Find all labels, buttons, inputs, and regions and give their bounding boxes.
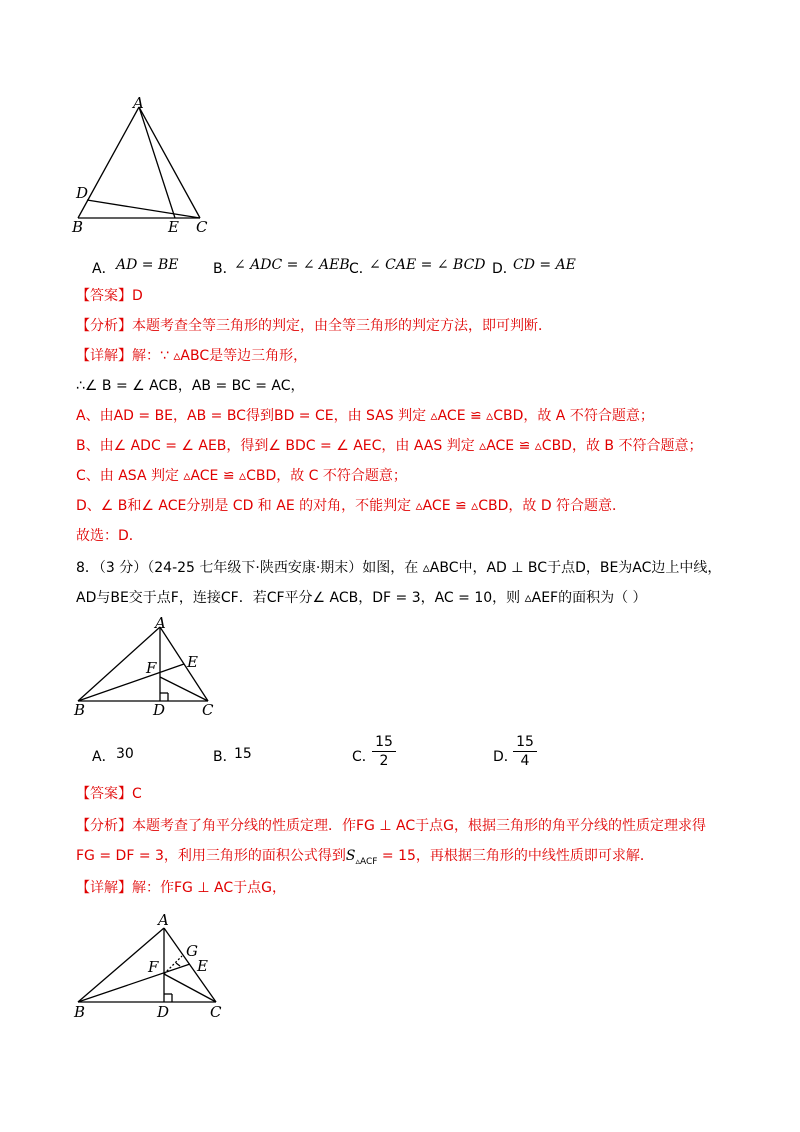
q8-detail-intro: 【详解】解：作FG ⊥ AC于点G， bbox=[76, 880, 286, 896]
q7-answer: 【答案】D bbox=[76, 288, 143, 304]
q8-analysis-line-1: 【分析】本题考查了角平分线的性质定理．作FG ⊥ AC于点G，根据三角形的角平分线的性质定理求得 bbox=[76, 818, 706, 834]
q7-option-a-tag: A． bbox=[92, 261, 116, 277]
fig1-label-c: C bbox=[196, 218, 208, 236]
fig2-label-c: C bbox=[202, 701, 214, 719]
q7-option-b: ∠ ADC = ∠ AEB bbox=[234, 257, 350, 273]
q8-option-d-denominator: 4 bbox=[520, 753, 530, 769]
q8-option-a: 30 bbox=[116, 746, 134, 762]
fig1-label-b: B bbox=[72, 218, 84, 236]
fig2-label-d: D bbox=[153, 701, 166, 719]
q8-option-a-tag: A． bbox=[92, 749, 116, 765]
q7-detail-line-c: C、由 ASA 判定 ▵ACE ≌ ▵CBD，故 C 不符合题意； bbox=[76, 468, 407, 484]
fig3-label-b: B bbox=[74, 1003, 86, 1021]
q7-option-c-tag: C． bbox=[349, 261, 373, 277]
fig3-label-a: A bbox=[158, 911, 169, 929]
q8-analysis-text-b: = 15，再根据三角形的中线性质即可求解． bbox=[377, 848, 654, 864]
q7-option-c: ∠ CAE = ∠ BCD bbox=[369, 257, 486, 273]
fig3-label-g: G bbox=[186, 942, 198, 960]
q7-option-b-tag: B． bbox=[213, 261, 237, 277]
fig2-label-a: A bbox=[155, 614, 166, 632]
fig1-label-d: D bbox=[76, 184, 89, 202]
q7-analysis: 【分析】本题考查全等三角形的判定，由全等三角形的判定方法，即可判断． bbox=[76, 318, 552, 334]
fig2-label-f: F bbox=[146, 659, 157, 677]
q8-area-symbol: S bbox=[345, 848, 356, 864]
q8-stem-line-1: 8．（3 分）（24-25 七年级下·陕西安康·期末）如图，在 ▵ABC中，AD ⊥ BC于点D，BE为AC边上中线， bbox=[76, 560, 722, 576]
fig1-label-e: E bbox=[168, 218, 179, 236]
q7-option-d: CD = AE bbox=[513, 257, 576, 273]
fig3-label-c: C bbox=[210, 1003, 222, 1021]
q8-analysis-line-2 bbox=[76, 846, 654, 872]
q8-option-d-tag: D． bbox=[493, 749, 518, 765]
q8-option-c-numerator: 15 bbox=[375, 734, 393, 750]
q7-choose: 故选：D． bbox=[76, 528, 143, 544]
q8-area-subscript: ▵ACF bbox=[355, 856, 378, 867]
q8-option-b-tag: B． bbox=[213, 749, 237, 765]
q7-detail-line-d: D、∠ B和∠ ACE分别是 CD 和 AE 的对角，不能判定 ▵ACE ≌ ▵CBD，故 D 符合题意． bbox=[76, 498, 627, 514]
q7-option-a: AD = BE bbox=[116, 257, 179, 273]
fig2-label-b: B bbox=[74, 701, 86, 719]
fig2-label-e: E bbox=[187, 653, 198, 671]
q8-option-c-denominator: 2 bbox=[379, 753, 389, 769]
q8-option-d-numerator: 15 bbox=[516, 734, 534, 750]
segment-dc bbox=[87, 200, 200, 218]
fig3-label-f: F bbox=[148, 958, 159, 976]
q8-answer: 【答案】C bbox=[76, 786, 142, 802]
fig1-label-a: A bbox=[133, 94, 144, 112]
fig3-label-d: D bbox=[157, 1003, 170, 1021]
q8-option-d-fraction bbox=[513, 734, 537, 769]
q7-option-d-tag: D． bbox=[492, 261, 517, 277]
q7-detail-line-2: ∴∠ B = ∠ ACB，AB = BC = AC， bbox=[76, 378, 305, 394]
q8-option-b: 15 bbox=[234, 746, 252, 762]
q8-stem-line-2: AD与BE交于点F，连接CF．若CF平分∠ ACB，DF = 3，AC = 10，则 ▵AEF的面积为（ ） bbox=[76, 590, 647, 606]
fig3-label-e: E bbox=[197, 957, 208, 975]
q7-detail-intro: 【详解】解：∵ ▵ABC是等边三角形， bbox=[76, 348, 308, 364]
q8-analysis-text-a: FG = DF = 3，利用三角形的面积公式得到 bbox=[76, 848, 346, 864]
q7-detail-line-a: A、由AD = BE，AB = BC得到BD = CE，由 SAS 判定 ▵ACE ≌ ▵CBD，故 A 不符合题意； bbox=[76, 408, 654, 424]
q8-option-c-tag: C． bbox=[352, 749, 376, 765]
q7-detail-line-b: B、由∠ ADC = ∠ AEB，得到∠ BDC = ∠ AEC，由 AAS 判定 ▵ACE ≌ ▵CBD，故 B 不符合题意； bbox=[76, 438, 703, 454]
q8-option-c-fraction bbox=[372, 734, 396, 769]
